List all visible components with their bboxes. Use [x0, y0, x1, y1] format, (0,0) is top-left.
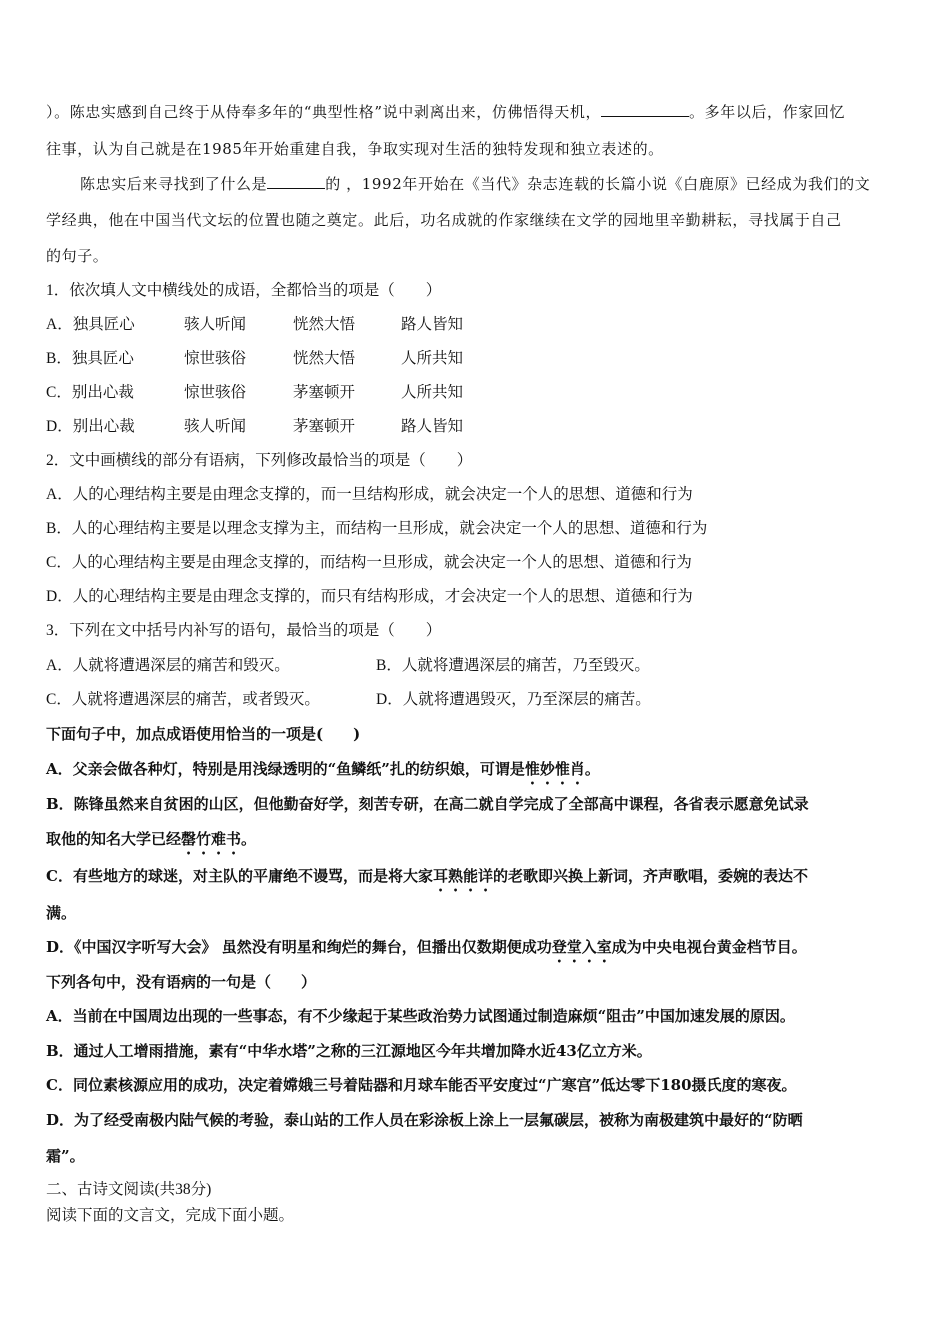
q3-option-c[interactable]: C．人就将遭遇深层的痛苦，或者毁灭。	[46, 691, 320, 708]
q3-option-d[interactable]: D．人就将遭遇毁灭，乃至深层的痛苦。	[376, 691, 651, 708]
section-intro: 阅读下面的文言文，完成下面小题。	[46, 1207, 295, 1224]
q4-option-c-cont[interactable]: 满。	[46, 904, 77, 922]
passage-line-3	[80, 174, 870, 194]
q1-option-word: 骇人听闻	[184, 316, 247, 333]
q4-option-b-cont[interactable]	[46, 829, 256, 858]
q5-option-b[interactable]: B．通过人工增雨措施，素有“中华水塔”之称的三江源地区今年共增加降水近43亿立方米。	[46, 1042, 652, 1060]
passage-line-4: 学经典，他在中国当代文坛的位置也随之奠定。此后，功名成就的作家继续在文学的园地里辛勤耕耘，寻找属于自己	[46, 211, 842, 229]
q1-option-word: 人所共知	[401, 384, 464, 401]
option-text: A．父亲会做各种灯，特别是用浅绿透明的“鱼鳞纸”扎的纺织娘，可谓是	[46, 760, 525, 778]
q3-option-a[interactable]: A．人就将遭遇深层的痛苦和毁灭。	[46, 657, 290, 674]
q3-option-b[interactable]: B．人就将遭遇深层的痛苦，乃至毁灭。	[376, 657, 650, 674]
option-text: C．有些地方的球迷，对主队的平庸绝不谩骂，而是将大家	[46, 867, 433, 885]
q1-option-word: 恍然大悟	[293, 350, 356, 367]
q4-option-d[interactable]	[46, 937, 807, 966]
passage-line-1	[46, 102, 845, 122]
dotted-idiom: 登堂入室	[551, 938, 612, 956]
option-text: 的老歌即兴换上新词，齐声歌唱，委婉的表达不	[492, 867, 808, 885]
q1-option-word: 茅塞顿开	[293, 384, 356, 401]
q4-option-b[interactable]: B．陈锋虽然来自贫困的山区，但他勤奋好学，刻苦专研，在高二就自学完成了全部高中课程，各省表示愿意免试录	[46, 795, 809, 813]
q1-option-word: 路人皆知	[401, 316, 464, 333]
q1-option-word: B．独具匠心	[46, 350, 134, 367]
passage-text: ）。陈忠实感到自己终于从侍奉多年的“典型性格”说中剥离出来，仿佛悟得天机，	[46, 103, 602, 121]
q2-option-a[interactable]: A．人的心理结构主要是由理念支撑的，而一旦结构形成，就会决定一个人的思想、道德和行为	[46, 486, 693, 503]
fill-blank	[601, 102, 689, 117]
passage-text: 的 ，1992年开始在《当代》杂志连载的长篇小说《白鹿原》已经成为我们的文	[325, 175, 871, 193]
q5-option-d-cont[interactable]: 霜”。	[46, 1147, 85, 1165]
q1-option-word: C．别出心裁	[46, 384, 134, 401]
q5-stem: 下列各句中，没有语病的一句是（ ）	[46, 973, 317, 991]
q1-option-word: D．别出心裁	[46, 418, 135, 435]
option-text: 。	[241, 830, 257, 848]
passage-text: 陈忠实后来寻找到了什么是	[80, 175, 268, 193]
q1-option-word: 惊世骇俗	[184, 384, 247, 401]
q5-option-d[interactable]: D．为了经受南极内陆气候的考验，泰山站的工作人员在彩涂板上涂上一层氟碳层，被称为南极建筑中最好的“防晒	[46, 1111, 803, 1129]
q1-option-word: 骇人听闻	[184, 418, 247, 435]
q4-stem: 下面句子中，加点成语使用恰当的一项是( )	[46, 725, 361, 743]
q2-option-c[interactable]: C．人的心理结构主要是由理念支撑的，而结构一旦形成，就会决定一个人的思想、道德和行为	[46, 554, 692, 571]
q4-option-c[interactable]	[46, 866, 808, 895]
q1-option-word: A．独具匠心	[46, 316, 135, 333]
q1-option-word: 路人皆知	[401, 418, 464, 435]
q1-option-word: 恍然大悟	[293, 316, 356, 333]
section-title: 二、古诗文阅读(共38分)	[46, 1181, 212, 1198]
q3-stem: 3．下列在文中括号内补写的语句，最恰当的项是（ ）	[46, 622, 442, 639]
q1-option-word: 人所共知	[401, 350, 464, 367]
passage-text: 。多年以后，作家回忆	[689, 103, 846, 121]
option-text: 成为中央电视台黄金档节目。	[611, 938, 807, 956]
dotted-idiom: 惟妙惟肖	[524, 760, 585, 778]
q5-option-c[interactable]: C．同位素核源应用的成功，决定着嫦娥三号着陆器和月球车能否平安度过“广寒宫”低达零下180摄氏度的寒夜。	[46, 1076, 797, 1094]
option-text: D．《中国汉字听写大会》 虽然没有明星和绚烂的舞台，但播出仅数期便成功	[46, 938, 552, 956]
passage-line-5: 的句子。	[46, 247, 109, 265]
q5-option-a[interactable]: A．当前在中国周边出现的一些事态，有不少缘起于某些政治势力试图通过制造麻烦“阻击”中国加速发展的原因。	[46, 1007, 795, 1025]
passage-line-2: 往事，认为自己就是在1985年开始重建自我，争取实现对生活的独特发现和独立表述的。	[46, 140, 664, 158]
dotted-idiom: 罄竹难书	[181, 830, 242, 848]
q2-option-b[interactable]: B．人的心理结构主要是以理念支撑为主，而结构一旦形成，就会决定一个人的思想、道德和行为	[46, 520, 708, 537]
fill-blank	[267, 174, 325, 189]
q2-option-d[interactable]: D．人的心理结构主要是由理念支撑的，而只有结构形成，才会决定一个人的思想、道德和行为	[46, 588, 693, 605]
option-text: 取他的知名大学已经	[46, 830, 182, 848]
q1-stem: 1．依次填人文中横线处的成语，全都恰当的项是（ ）	[46, 282, 442, 299]
option-text: 。	[584, 760, 600, 778]
q2-stem: 2．文中画横线的部分有语病，下列修改最恰当的项是（ ）	[46, 452, 473, 469]
q4-option-a[interactable]	[46, 759, 600, 788]
dotted-idiom: 耳熟能详	[432, 867, 493, 885]
q1-option-word: 惊世骇俗	[184, 350, 247, 367]
q1-option-word: 茅塞顿开	[293, 418, 356, 435]
